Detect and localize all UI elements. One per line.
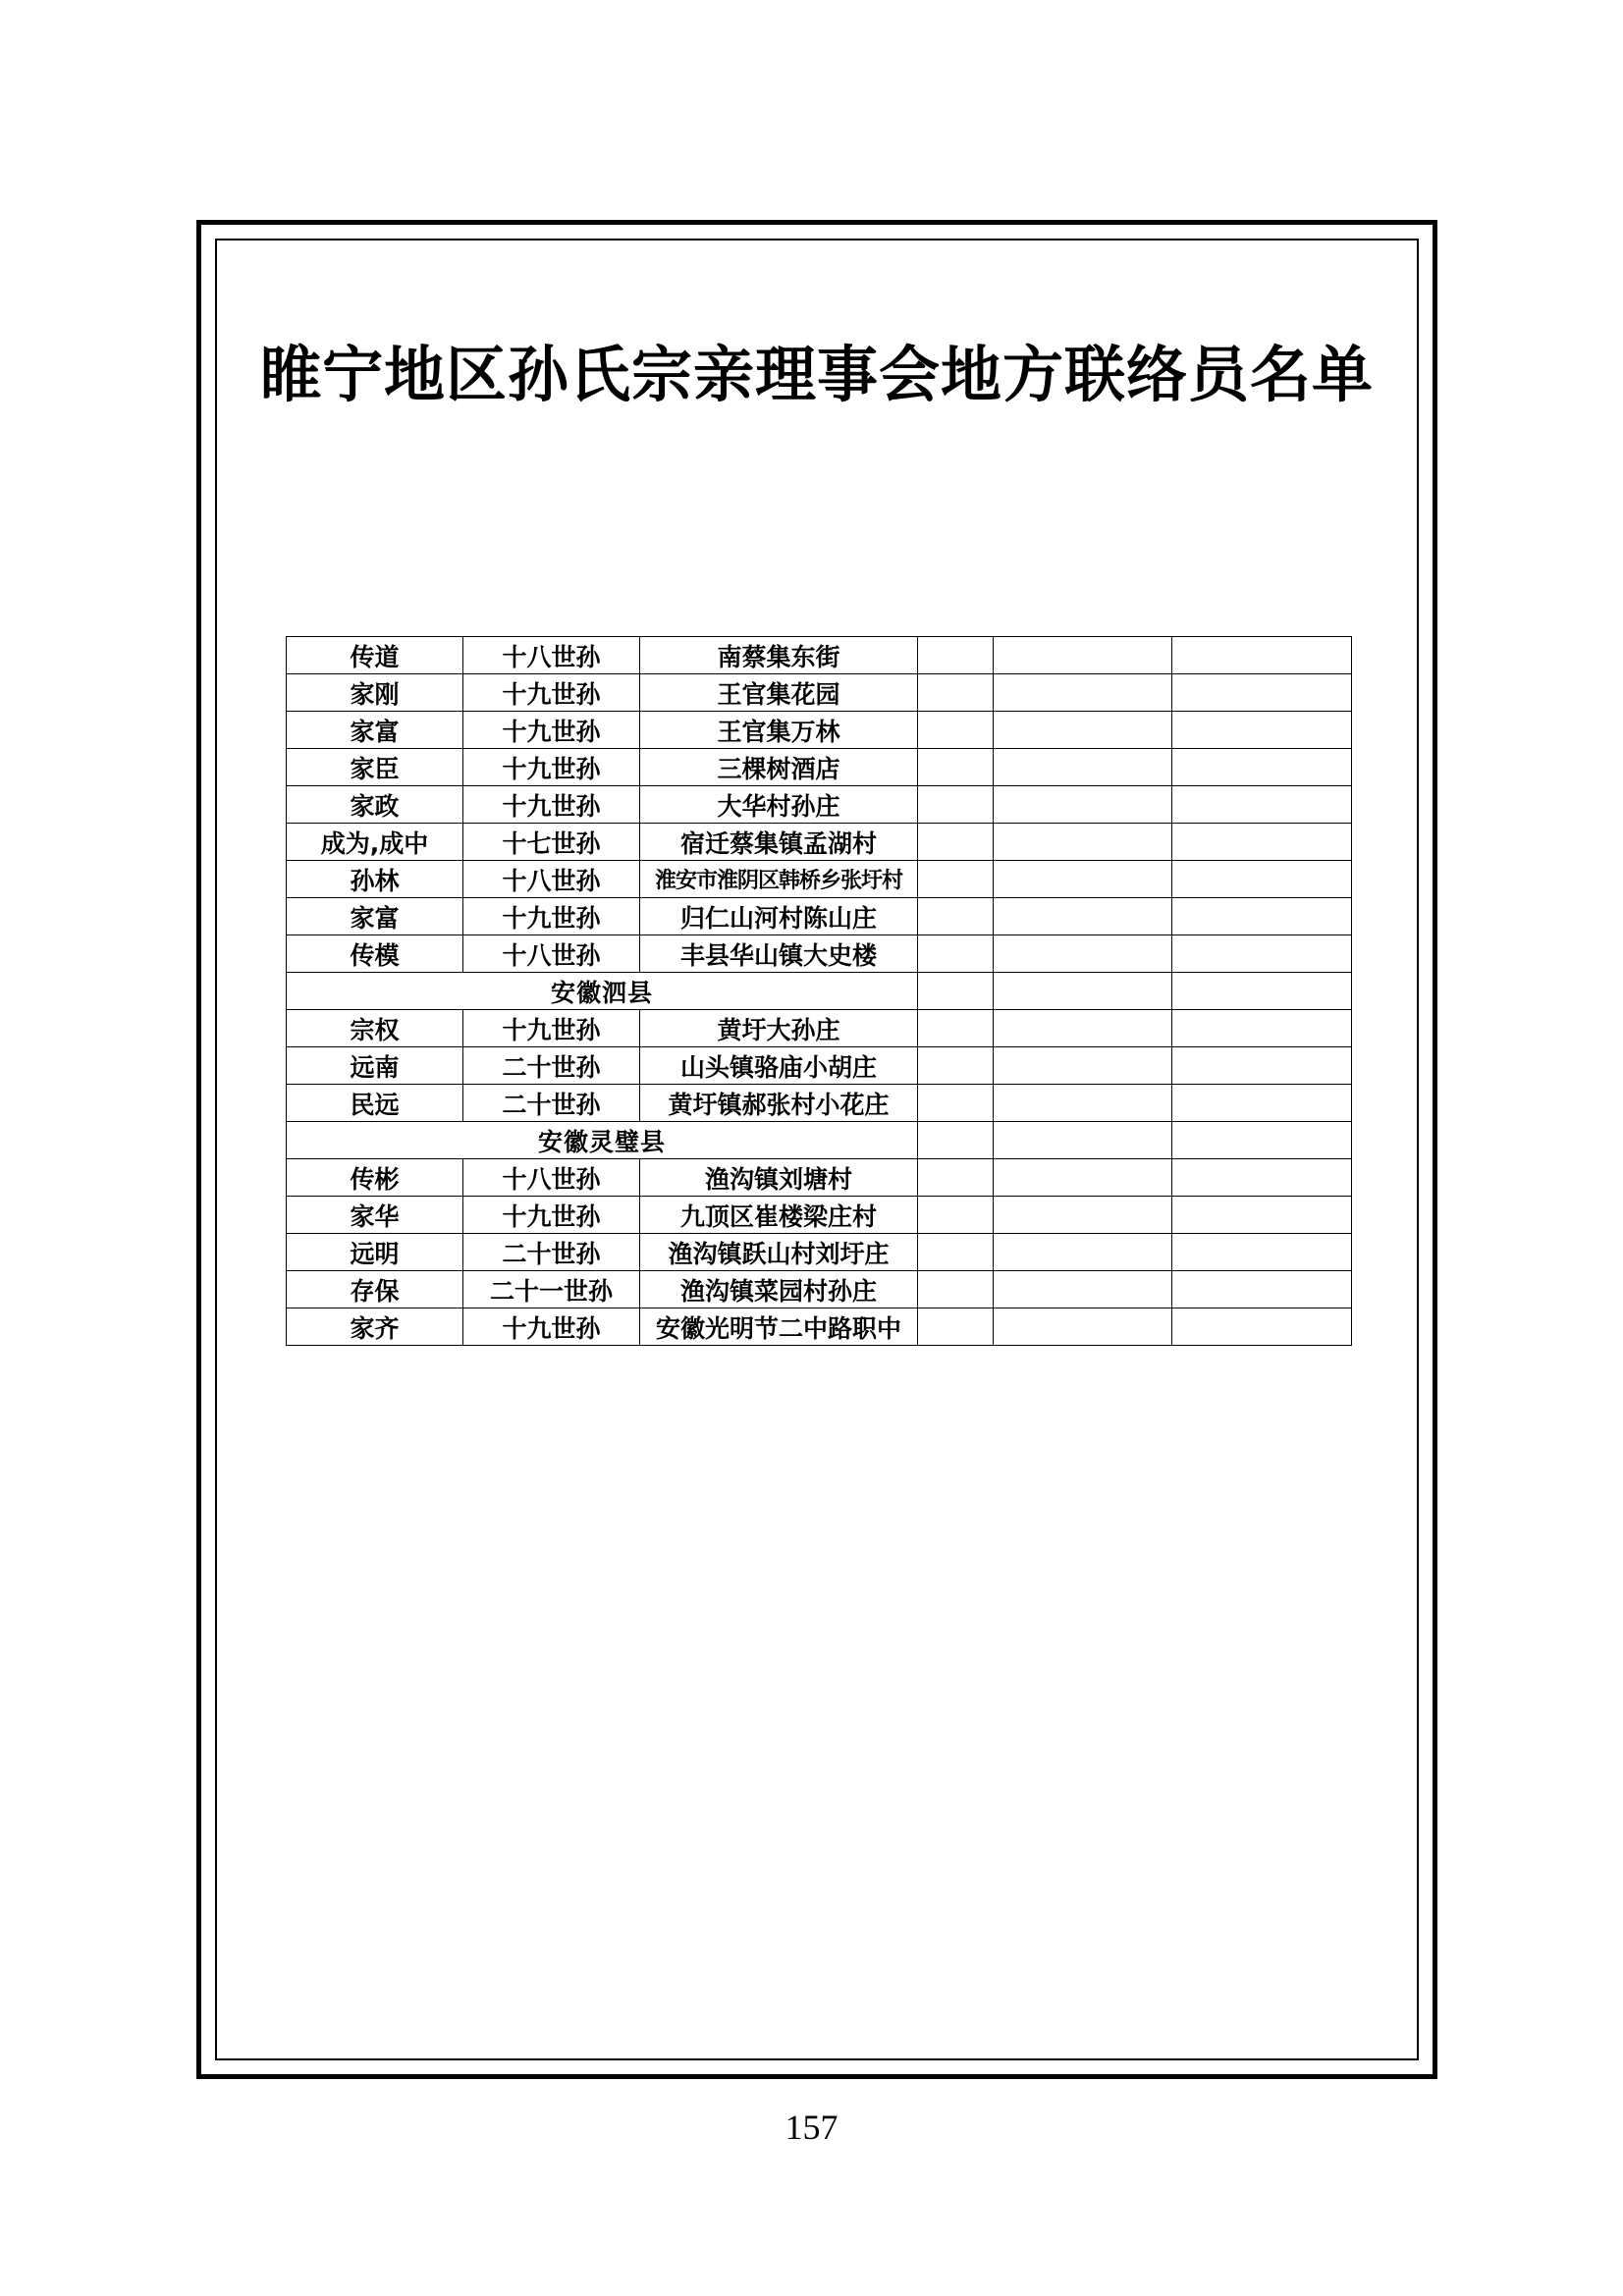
empty-cell [918, 1085, 994, 1122]
table-row [287, 674, 1352, 712]
member-name-cell: 远明 [287, 1234, 463, 1271]
empty-cell [994, 1122, 1172, 1159]
empty-cell [994, 674, 1172, 712]
empty-cell [994, 973, 1172, 1010]
member-name-cell: 家富 [287, 712, 463, 749]
empty-cell [994, 712, 1172, 749]
empty-cell [918, 824, 994, 861]
empty-cell [1172, 1085, 1352, 1122]
empty-cell [1172, 861, 1352, 898]
roster-body [287, 637, 1352, 1346]
address-cell: 黄圩大孙庄 [640, 1010, 918, 1047]
empty-cell [1172, 1010, 1352, 1047]
address-cell: 三棵树酒店 [640, 749, 918, 786]
empty-cell [994, 1047, 1172, 1085]
empty-cell [918, 1010, 994, 1047]
empty-cell [918, 749, 994, 786]
table-row [287, 1047, 1352, 1085]
empty-cell [1172, 1308, 1352, 1346]
generation-cell: 十八世孙 [463, 861, 640, 898]
empty-cell [1172, 674, 1352, 712]
generation-cell: 十九世孙 [463, 898, 640, 935]
address-cell: 大华村孙庄 [640, 786, 918, 824]
address-cell: 丰县华山镇大史楼 [640, 935, 918, 973]
member-name-cell: 孙林 [287, 861, 463, 898]
empty-cell [1172, 973, 1352, 1010]
empty-cell [1172, 1159, 1352, 1197]
empty-cell [918, 1047, 994, 1085]
empty-cell [1172, 749, 1352, 786]
member-name-cell: 传彬 [287, 1159, 463, 1197]
address-cell: 渔沟镇跃山村刘圩庄 [640, 1234, 918, 1271]
table-row [287, 898, 1352, 935]
empty-cell [918, 1271, 994, 1308]
generation-cell: 二十世孙 [463, 1085, 640, 1122]
member-name-cell: 存保 [287, 1271, 463, 1308]
member-name-cell: 远南 [287, 1047, 463, 1085]
page-title: 睢宁地区孙氏宗亲理事会地方联络员名单 [259, 339, 1374, 410]
table-row [287, 861, 1352, 898]
section-header-row [287, 973, 1352, 1010]
member-name-cell: 家臣 [287, 749, 463, 786]
page-number: 157 [784, 2108, 839, 2147]
address-cell: 山头镇骆庙小胡庄 [640, 1047, 918, 1085]
address-cell: 宿迁蔡集镇孟湖村 [640, 824, 918, 861]
address-cell: 王官集花园 [640, 674, 918, 712]
address-cell: 归仁山河村陈山庄 [640, 898, 918, 935]
empty-cell [994, 898, 1172, 935]
member-name-cell: 家富 [287, 898, 463, 935]
empty-cell [1172, 898, 1352, 935]
section-header-row [287, 1122, 1352, 1159]
table-row [287, 824, 1352, 861]
empty-cell [994, 1308, 1172, 1346]
table-row [287, 1308, 1352, 1346]
empty-cell [918, 1308, 994, 1346]
empty-cell [918, 1234, 994, 1271]
generation-cell: 十九世孙 [463, 1308, 640, 1346]
member-name-cell: 成为,成中 [287, 824, 463, 861]
table-row [287, 1159, 1352, 1197]
empty-cell [994, 786, 1172, 824]
empty-cell [994, 1234, 1172, 1271]
empty-cell [1172, 712, 1352, 749]
empty-cell [1172, 1234, 1352, 1271]
empty-cell [918, 674, 994, 712]
table-row [287, 786, 1352, 824]
table-row [287, 1010, 1352, 1047]
liaison-roster-table [286, 636, 1352, 1346]
table-row [287, 712, 1352, 749]
empty-cell [918, 973, 994, 1010]
empty-cell [918, 637, 994, 674]
table-row [287, 637, 1352, 674]
generation-cell: 十八世孙 [463, 935, 640, 973]
empty-cell [994, 1197, 1172, 1234]
table-row [287, 749, 1352, 786]
empty-cell [1172, 637, 1352, 674]
generation-cell: 十九世孙 [463, 674, 640, 712]
empty-cell [994, 749, 1172, 786]
address-cell: 渔沟镇菜园村孙庄 [640, 1271, 918, 1308]
empty-cell [994, 1010, 1172, 1047]
member-name-cell: 传道 [287, 637, 463, 674]
generation-cell: 十七世孙 [463, 824, 640, 861]
generation-cell: 十九世孙 [463, 749, 640, 786]
generation-cell: 十八世孙 [463, 637, 640, 674]
member-name-cell: 家华 [287, 1197, 463, 1234]
table-row [287, 1197, 1352, 1234]
address-cell: 安徽光明节二中路职中 [640, 1308, 918, 1346]
section-label: 安徽泗县 [287, 973, 918, 1010]
empty-cell [918, 786, 994, 824]
empty-cell [1172, 1047, 1352, 1085]
member-name-cell: 家齐 [287, 1308, 463, 1346]
empty-cell [918, 898, 994, 935]
empty-cell [994, 824, 1172, 861]
address-cell: 渔沟镇刘塘村 [640, 1159, 918, 1197]
generation-cell: 十八世孙 [463, 1159, 640, 1197]
table-row [287, 1271, 1352, 1308]
empty-cell [1172, 935, 1352, 973]
table-row [287, 935, 1352, 973]
member-name-cell: 家刚 [287, 674, 463, 712]
empty-cell [1172, 1122, 1352, 1159]
address-cell: 王官集万林 [640, 712, 918, 749]
empty-cell [994, 637, 1172, 674]
generation-cell: 十九世孙 [463, 786, 640, 824]
empty-cell [1172, 1197, 1352, 1234]
section-label: 安徽灵璧县 [287, 1122, 918, 1159]
empty-cell [1172, 1271, 1352, 1308]
address-cell: 淮安市淮阴区韩桥乡张圩村 [640, 861, 918, 898]
address-cell: 九顶区崔楼梁庄村 [640, 1197, 918, 1234]
generation-cell: 十九世孙 [463, 1010, 640, 1047]
table-row [287, 1234, 1352, 1271]
generation-cell: 十九世孙 [463, 712, 640, 749]
generation-cell: 十九世孙 [463, 1197, 640, 1234]
empty-cell [918, 861, 994, 898]
empty-cell [918, 935, 994, 973]
generation-cell: 二十世孙 [463, 1234, 640, 1271]
member-name-cell: 宗权 [287, 1010, 463, 1047]
empty-cell [918, 1197, 994, 1234]
empty-cell [918, 712, 994, 749]
empty-cell [994, 1159, 1172, 1197]
empty-cell [918, 1122, 994, 1159]
empty-cell [1172, 824, 1352, 861]
address-cell: 南蔡集东街 [640, 637, 918, 674]
empty-cell [994, 1085, 1172, 1122]
empty-cell [994, 935, 1172, 973]
member-name-cell: 民远 [287, 1085, 463, 1122]
generation-cell: 二十一世孙 [463, 1271, 640, 1308]
table-row [287, 1085, 1352, 1122]
empty-cell [994, 861, 1172, 898]
address-cell: 黄圩镇郝张村小花庄 [640, 1085, 918, 1122]
empty-cell [918, 1159, 994, 1197]
generation-cell: 二十世孙 [463, 1047, 640, 1085]
empty-cell [1172, 786, 1352, 824]
member-name-cell: 传模 [287, 935, 463, 973]
empty-cell [994, 1271, 1172, 1308]
member-name-cell: 家政 [287, 786, 463, 824]
